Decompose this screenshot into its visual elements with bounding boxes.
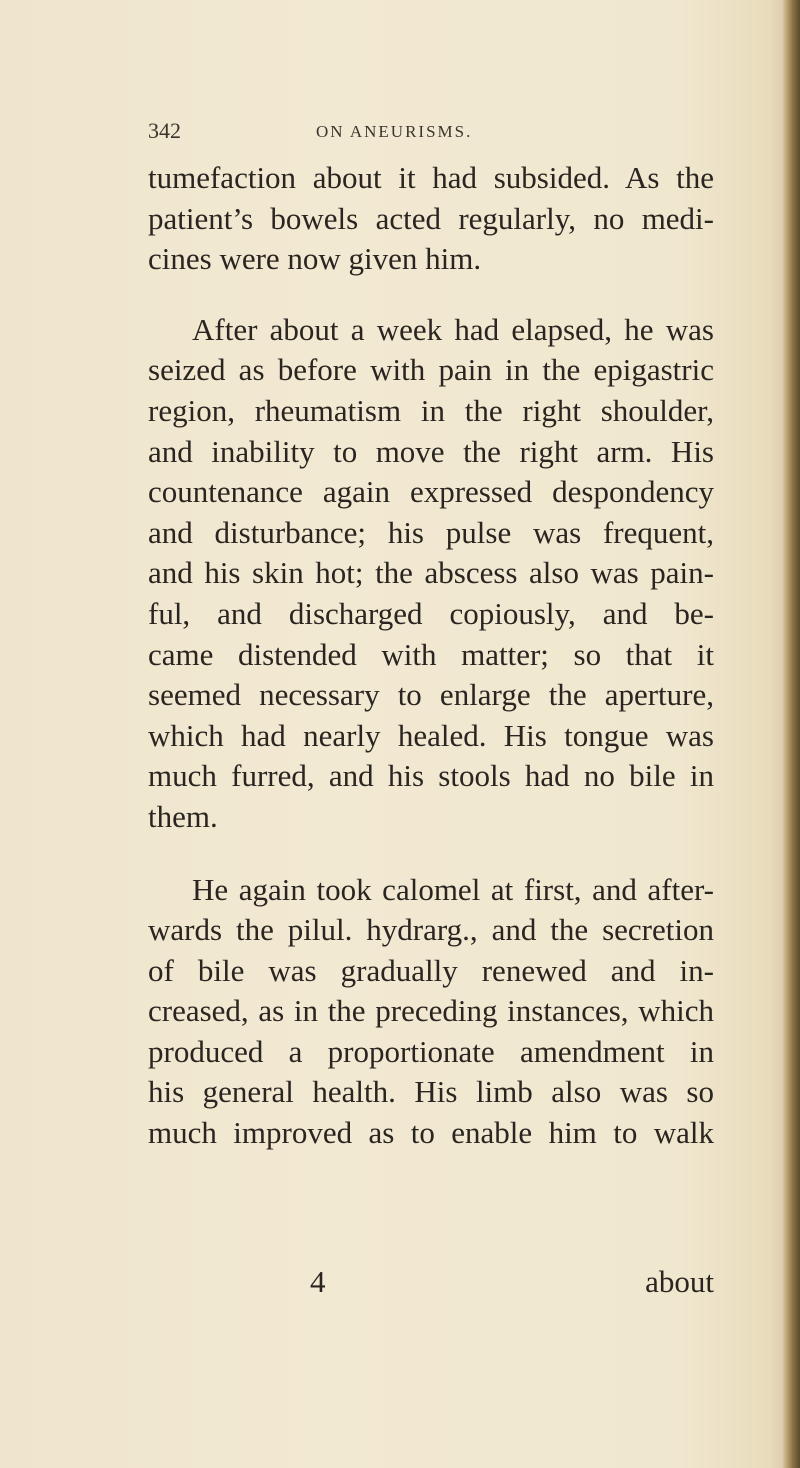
text-line: seized as before with pain in the epigastric [148, 352, 714, 388]
page-binding-edge [782, 0, 800, 1468]
page-number: 342 [148, 118, 181, 143]
text-line: his general health. His limb also was so [148, 1074, 714, 1110]
text-line: and his skin hot; the abscess also was pain- [148, 555, 714, 591]
text-line: region, rheumatism in the right shoulder, [148, 392, 714, 428]
paragraph-2 [148, 310, 714, 838]
text-line: ful, and discharged copiously, and be- [148, 595, 714, 631]
text-line: much improved as to enable him to walk [148, 1115, 714, 1151]
text-line: cines were now given him. [148, 241, 482, 277]
text-line: produced a proportionate amendment in [148, 1033, 714, 1069]
page-footer [148, 1264, 714, 1306]
text-line: which had nearly healed. His tongue was [148, 717, 714, 753]
paragraph-gap [148, 280, 714, 310]
running-head: ON ANEURISMS. [316, 122, 473, 141]
paragraph-3 [148, 870, 714, 1154]
text-line: patient’s bowels acted regularly, no medi- [148, 200, 714, 236]
text-line: After about a week had elapsed, he was [192, 311, 714, 347]
text-line: He again took calomel at first, and after- [192, 871, 714, 907]
text-line: much furred, and his stools had no bile in [148, 758, 714, 794]
text-line: and disturbance; his pulse was frequent, [148, 514, 714, 550]
paragraph-gap [148, 838, 714, 870]
paragraph-1 [148, 158, 714, 280]
signature-mark: 4 [310, 1264, 326, 1299]
page-header [148, 118, 708, 148]
text-line: came distended with matter; so that it [148, 636, 714, 672]
body-text [148, 158, 714, 1154]
text-line: and inability to move the right arm. His [148, 433, 714, 469]
text-line: countenance again expressed despondency [148, 474, 714, 510]
text-line: seemed necessary to enlarge the aperture, [148, 677, 714, 713]
text-line: creased, as in the preceding instances, which [148, 993, 714, 1029]
text-line: wards the pilul. hydrarg., and the secretion [148, 912, 714, 948]
text-line: tumefaction about it had subsided. As the [148, 160, 714, 195]
text-line: of bile was gradually renewed and in- [148, 952, 714, 988]
catchword: about [645, 1264, 714, 1299]
text-line: them. [148, 798, 218, 834]
